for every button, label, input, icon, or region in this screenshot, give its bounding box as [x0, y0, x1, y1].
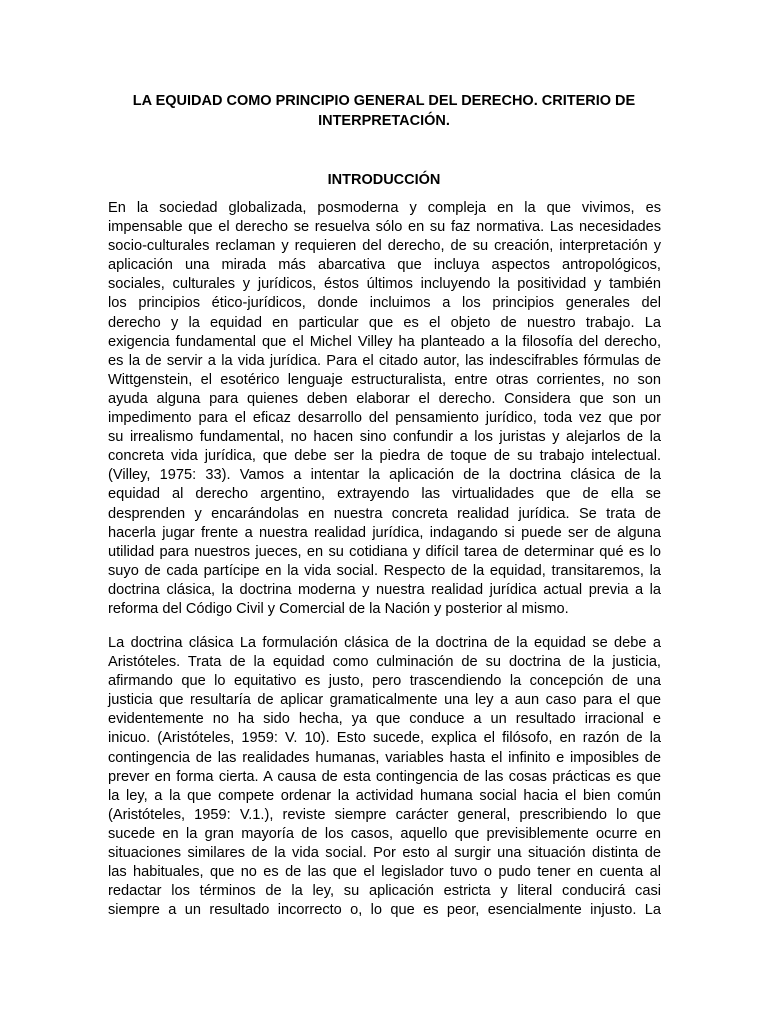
text-line: En la sociedad globalizada, posmoderna y compleja en la que vivimos, es [108, 200, 661, 216]
text-line: La doctrina clásica La formulación clásica de la doctrina de la equidad se debe a [108, 635, 661, 651]
text-line: los principios ético-jurídicos, donde incluimos a los principios generales del [108, 295, 661, 312]
text-line: siempre a un resultado incorrecto o, lo que es peor, esencialmente injusto. La [108, 902, 661, 919]
text-line: impedimento para el eficaz desarrollo del pensamiento jurídico, toda vez que por [108, 410, 661, 427]
text-line: aplicación una mirada más abarcativa que incluya aspectos antropológicos, [108, 257, 661, 274]
text-line: utilidad para nuestros jueces, en su cotidiana y difícil tarea de determinar qué es lo [108, 543, 661, 560]
text-line: sociales, culturales y jurídicos, éstos últimos incluyendo la positividad y también [108, 276, 661, 293]
text-line: derecho y la equidad en particular que es el objeto de nuestro trabajo. La [108, 314, 661, 331]
text-line: (Villey, 1975: 33). Vamos a intentar la aplicación de la doctrina clásica de la [108, 467, 661, 484]
text-line: justicia que resultaría de aplicar gramaticalmente una ley a aun caso para el que [108, 692, 661, 709]
text-line: las habituales, que no es de las que el legislador tuvo o pudo tener en cuenta al [108, 864, 661, 881]
text-line: su irrealismo fundamental, no hacen sino confundir a los juristas y alejarlos de la [108, 429, 661, 446]
text-line: inicuo. (Aristóteles, 1959: V. 10). Esto sucede, explica el filósofo, en razón de la [108, 730, 661, 747]
paragraph-introduction [108, 199, 661, 619]
text-line: suyo de cada partícipe en la vida social. Respecto de la equidad, transitaremos, la [108, 562, 661, 579]
text-line: (Aristóteles, 1959: V.1.), reviste siempre carácter general, prescribiendo lo que [108, 806, 661, 823]
text-line: es la de servir a la vida jurídica. Para el citado autor, las indescifrables fórmulas de [108, 352, 661, 369]
text-line: la ley, a la que compete ordenar la actividad humana social hacia el bien común [108, 787, 661, 804]
text-line: redactar los términos de la ley, su aplicación estricta y literal conducirá casi [108, 883, 661, 900]
text-line: evidentemente no ha sido hecha, ya que conduce a un resultado irracional e [108, 711, 661, 728]
text-line: Aristóteles. Trata de la equidad como culminación de su doctrina de la justicia, [108, 654, 661, 671]
text-line: doctrina clásica, la doctrina moderna y nuestra realidad jurídica actual previa a la [108, 581, 661, 598]
text-line: afirmando que lo equitativo es justo, pero trascendiendo la concepción de una [108, 673, 661, 690]
text-line: socio-culturales reclaman y requieren del derecho, de su creación, interpretación y [108, 238, 661, 255]
paragraph-doctrina-clasica [108, 634, 661, 920]
text-line: hacerla jugar frente a nuestra realidad jurídica, indagando si puede ser de alguna [108, 524, 661, 541]
text-line: desprenden y encarándolas en nuestra concreta realidad jurídica. Se trata de [108, 505, 661, 522]
text-line: sucede en la gran mayoría de los casos, aquello que previsiblemente ocurre en [108, 825, 661, 842]
text-line: equidad al derecho argentino, extrayendo las virtualidades que de ella se [108, 486, 661, 503]
title-line: INTERPRETACIÓN. [318, 113, 450, 129]
text-line: impensable que el derecho se resuelva sólo en su faz normativa. Las necesidades [108, 219, 661, 236]
text-line: prever en forma cierta. A causa de esta contingencia de las cosas prácticas es que [108, 768, 661, 785]
text-line: exigencia fundamental que el Michel Villey ha planteado a la filosofía del derecho, [108, 333, 661, 350]
text-line: situaciones similares de la vida social. Por esto al surgir una situación distinta de [108, 845, 661, 862]
text-line: reforma del Código Civil y Comercial de la Nación y posterior al mismo. [108, 600, 569, 617]
text-line: contingencia de las realidades humanas, variables hasta el infinito e imposibles de [108, 749, 661, 766]
text-line: ayuda alguna para quienes deben elaborar el derecho. Considera que son un [108, 390, 661, 407]
document-title [108, 91, 660, 131]
title-line: LA EQUIDAD COMO PRINCIPIO GENERAL DEL DERECHO. CRITERIO DE [132, 93, 636, 109]
section-heading: INTRODUCCIÓN [327, 172, 441, 188]
text-line: Wittgenstein, el esotérico lenguaje estructuralista, entre otras corrientes, no son [108, 371, 661, 388]
text-line: concreta vida jurídica, que debe ser la piedra de toque de su trabajo intelectual. [108, 448, 661, 465]
